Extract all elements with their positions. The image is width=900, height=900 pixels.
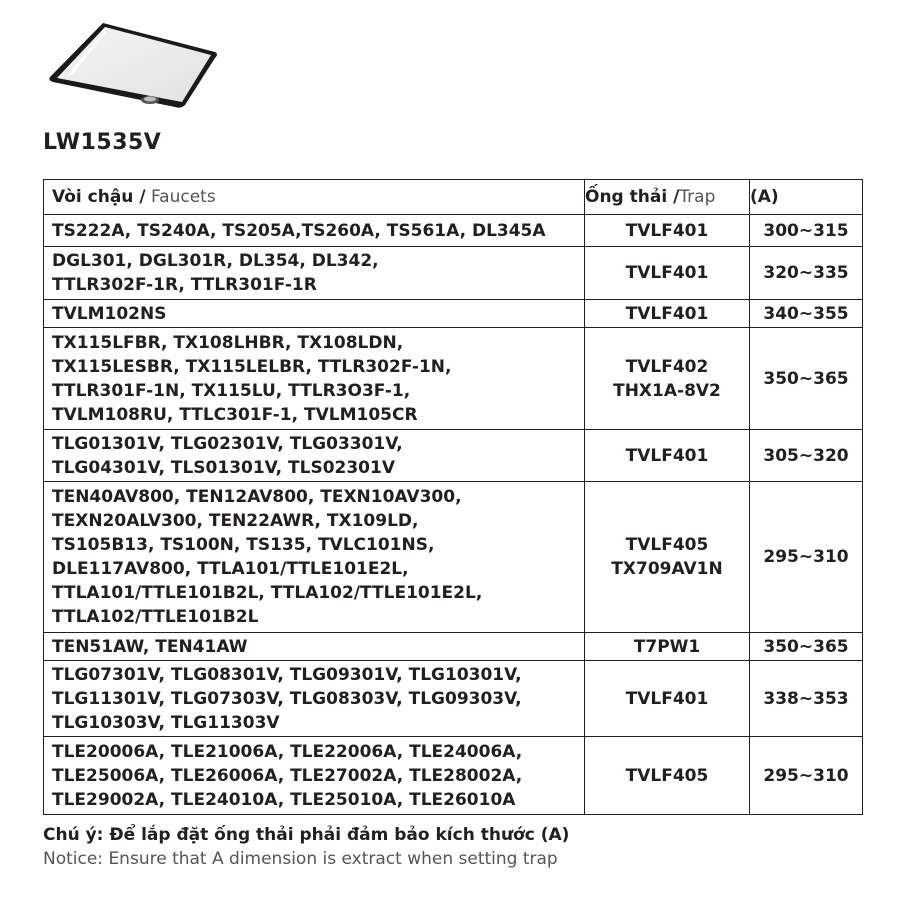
- a-dimension-cell: 295~310: [750, 482, 863, 633]
- faucets-cell: [44, 633, 585, 661]
- header-a: [750, 180, 863, 215]
- trap-cell: [585, 633, 750, 661]
- faucet-models: TLG11301V, TLG07303V, TLG08303V, TLG09303V,: [52, 688, 522, 709]
- faucet-models: TLG10303V, TLG11303V: [52, 712, 280, 733]
- header-trap: [585, 180, 750, 215]
- trap-model: TVLF401: [625, 688, 709, 709]
- faucets-cell: [44, 661, 585, 737]
- table-row: [44, 482, 863, 633]
- faucet-models: TTLA101/TTLE101B2L, TTLA102/TTLE101E2L,: [52, 583, 483, 603]
- faucet-models: TTLA102/TTLE101B2L: [52, 607, 259, 627]
- faucet-models: TLE20006A, TLE21006A, TLE22006A, TLE24006A,: [52, 741, 523, 762]
- faucet-models: TX115LFBR, TX108LHBR, TX108LDN,: [52, 332, 404, 353]
- faucet-models: TVLM108RU, TTLC301F-1, TVLM105CR: [52, 404, 418, 425]
- table-row: [44, 661, 863, 737]
- trap-cell: [585, 215, 750, 247]
- trap-model: THX1A-8V2: [613, 380, 721, 401]
- trap-cell: [585, 300, 750, 328]
- faucet-models: TEXN20ALV300, TEN22AWR, TX109LD,: [52, 511, 419, 531]
- faucet-models: TTLR302F-1R, TTLR301F-1R: [52, 275, 317, 295]
- faucet-models: TS222A, TS240A, TS205A,TS260A, TS561A, DL345A: [52, 220, 546, 241]
- notice-vi: Chú ý: Để lắp đặt ống thải phải đảm bảo kích thước (A): [43, 825, 570, 845]
- trap-cell: [585, 661, 750, 737]
- trap-model: TVLF405: [625, 765, 709, 786]
- faucet-models: TEN51AW, TEN41AW: [52, 636, 248, 657]
- faucets-cell: [44, 300, 585, 328]
- notice-en: Notice: Ensure that A dimension is extract when setting trap: [43, 849, 558, 869]
- a-dimension-cell: 338~353: [750, 661, 863, 737]
- table-row: [44, 328, 863, 430]
- trap-model: TVLF401: [625, 445, 709, 466]
- trap-cell: [585, 328, 750, 430]
- header-a-label: (A): [750, 187, 779, 207]
- trap-model: TVLF401: [625, 220, 709, 241]
- a-dimension-cell: 350~365: [750, 328, 863, 430]
- table-row: [44, 737, 863, 815]
- faucets-cell: [44, 328, 585, 430]
- table-row: [44, 430, 863, 482]
- compatibility-table: [43, 179, 863, 815]
- table-row: [44, 247, 863, 300]
- faucet-models: TX115LESBR, TX115LELBR, TTLR302F-1N,: [52, 356, 452, 377]
- table-row: [44, 300, 863, 328]
- a-dimension-cell: 305~320: [750, 430, 863, 482]
- notice: [43, 823, 569, 871]
- faucets-cell: [44, 247, 585, 300]
- faucet-models: TTLR301F-1N, TX115LU, TTLR3O3F-1,: [52, 380, 411, 401]
- trap-model: TVLF402: [625, 356, 709, 377]
- trap-model: TX709AV1N: [611, 559, 723, 579]
- table-body: [44, 215, 863, 815]
- faucets-cell: [44, 482, 585, 633]
- header-trap-vi: Ống thải /: [585, 187, 680, 207]
- trap-model: T7PW1: [633, 636, 701, 657]
- faucets-cell: [44, 430, 585, 482]
- faucets-cell: [44, 737, 585, 815]
- a-dimension-cell: 340~355: [750, 300, 863, 328]
- model-number: LW1535V: [43, 130, 162, 155]
- faucet-models: TLG01301V, TLG02301V, TLG03301V,: [52, 433, 403, 454]
- table-row: [44, 633, 863, 661]
- table-header-row: [44, 180, 863, 215]
- faucet-models: DLE117AV800, TTLA101/TTLE101E2L,: [52, 559, 409, 579]
- header-faucets-vi: Vòi chậu /: [52, 187, 146, 207]
- undermount-basin-image: [45, 20, 220, 110]
- trap-cell: [585, 430, 750, 482]
- faucet-models: TLE25006A, TLE26006A, TLE27002A, TLE28002A,: [52, 765, 523, 786]
- trap-cell: [585, 482, 750, 633]
- faucet-models: TVLM102NS: [52, 303, 167, 324]
- a-dimension-cell: 320~335: [750, 247, 863, 300]
- a-dimension-cell: 295~310: [750, 737, 863, 815]
- a-dimension-cell: 300~315: [750, 215, 863, 247]
- faucet-models: TLG07301V, TLG08301V, TLG09301V, TLG10301V,: [52, 664, 522, 685]
- trap-model: TVLF405: [625, 535, 709, 555]
- faucet-models: TLE29002A, TLE24010A, TLE25010A, TLE26010A: [52, 789, 516, 810]
- faucet-models: TLG04301V, TLS01301V, TLS02301V: [52, 457, 395, 478]
- trap-model: TVLF401: [625, 303, 709, 324]
- header-faucets: [44, 180, 585, 215]
- trap-cell: [585, 247, 750, 300]
- faucet-models: DGL301, DGL301R, DL354, DL342,: [52, 251, 379, 271]
- table-row: [44, 215, 863, 247]
- faucets-cell: [44, 215, 585, 247]
- faucet-models: TS105B13, TS100N, TS135, TVLC101NS,: [52, 535, 435, 555]
- header-trap-en: Trap: [679, 187, 716, 207]
- header-faucets-en: Faucets: [145, 187, 216, 207]
- a-dimension-cell: 350~365: [750, 633, 863, 661]
- trap-cell: [585, 737, 750, 815]
- faucet-models: TEN40AV800, TEN12AV800, TEXN10AV300,: [52, 487, 462, 507]
- trap-model: TVLF401: [625, 263, 709, 283]
